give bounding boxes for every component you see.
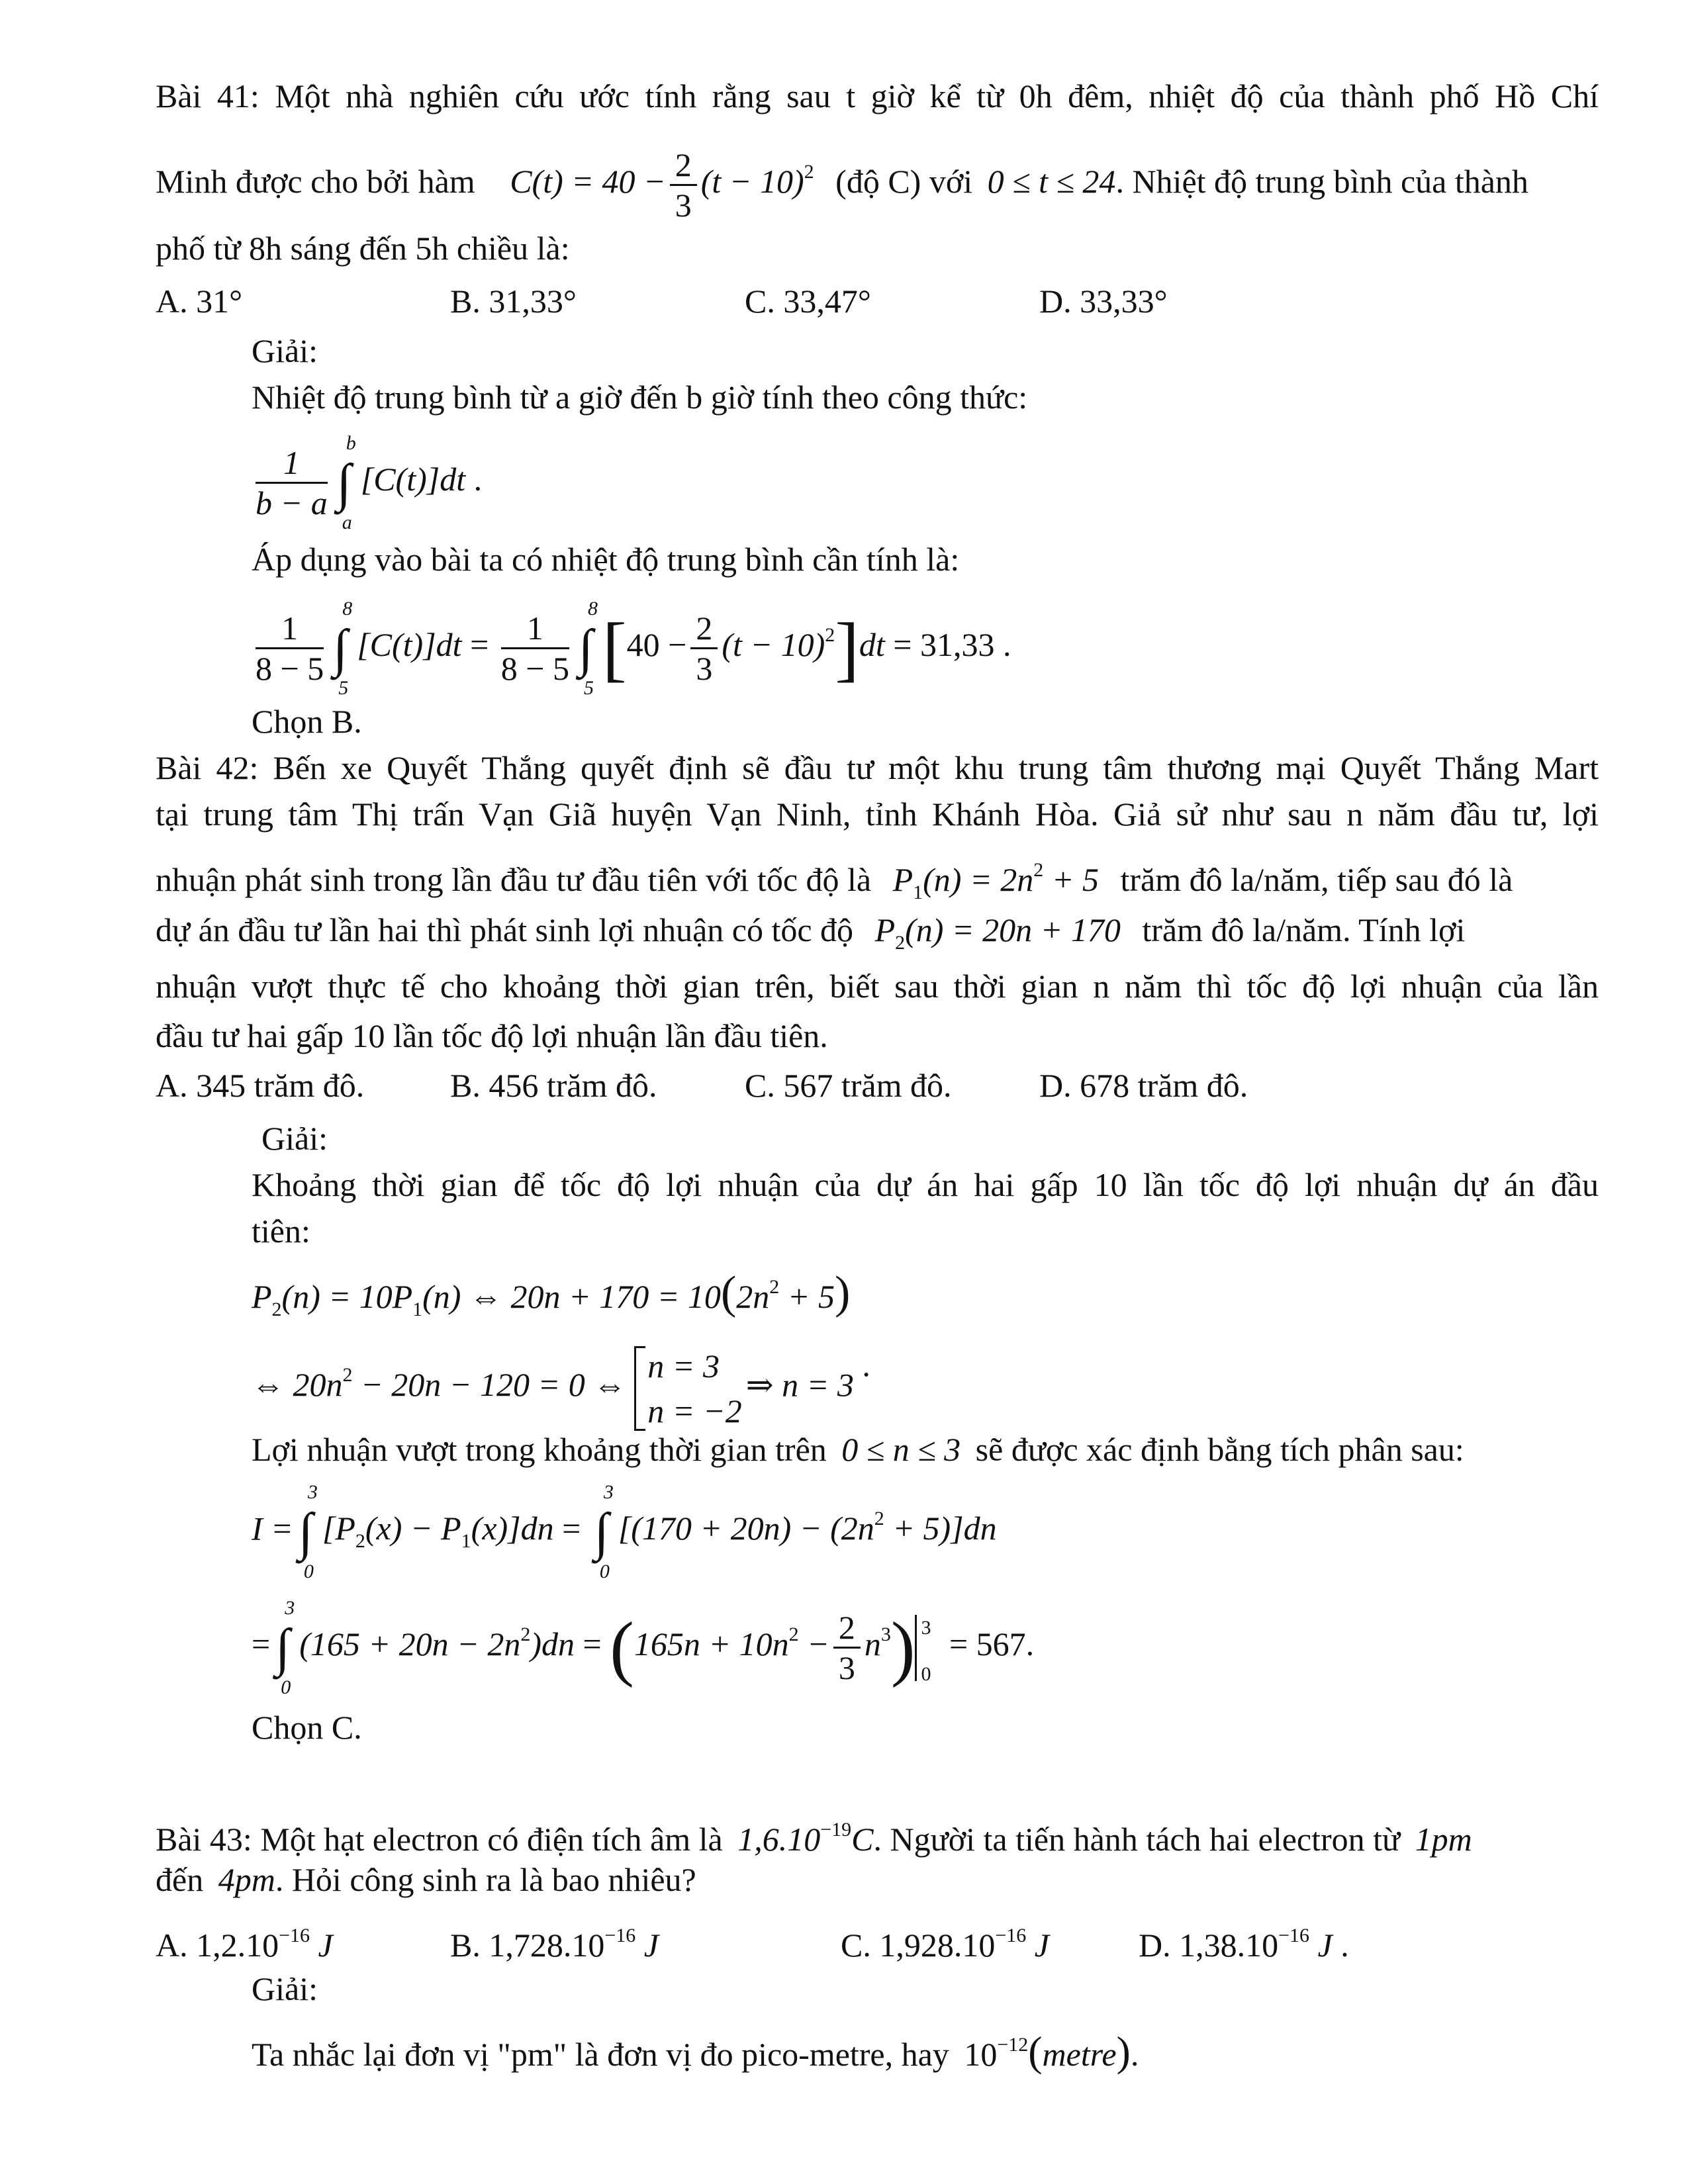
b41-line2-text-a: Minh được cho bởi hàm <box>156 162 475 200</box>
b42-integral-2: = ∫ 3 0 $(165 + 20n - 2n^2)dn = (165n + 10n^2$ − $\frac{2}{3}$ $n^3$) 3 0 = 567. <box>252 1596 1035 1698</box>
b41-line2-text-b: (độ C) với <box>835 162 973 200</box>
b42-option-c: C. 567 trăm đô. <box>745 1067 952 1104</box>
b43-line1-text-a: Bài 43: Một hạt electron có điện tích âm là <box>156 1821 723 1858</box>
b41-line3: phố từ 8h sáng đến 5h chiều là: <box>156 230 570 267</box>
b41-line2: Minh được cho bởi hàm C(t) = 40 − $\frac{2}{3}$ $(t - 10)^2$ (độ C) với 0 ≤ t ≤ 24. Nhiệt độ trung bình của thành <box>156 146 1528 224</box>
b41-option-d: D. 33,33° <box>1039 283 1168 320</box>
b42-equation-2: ⇔ $20n^2 - 20n - 120 = 0$ ⇔ n = 3 n = −2 ⇒ n = 3 . <box>252 1343 870 1433</box>
b41-solution-1: Nhiệt độ trung bình từ a giờ đến b giờ tính theo công thức: <box>252 379 1028 416</box>
b42-P1: $P_1(n) = 2n^2 + 5$ <box>892 859 1099 903</box>
b42-line4-text-b: trăm đô la/năm. Tính lợi <box>1142 911 1466 948</box>
b43-line1-text-b: . Người ta tiến hành tách hai electron từ <box>873 1821 1401 1858</box>
b42-line4 <box>156 910 1599 963</box>
b43-distance-1: 1pm <box>1415 1821 1472 1858</box>
b42-chon: Chọn C. <box>252 1709 362 1746</box>
b42-line4-text-a: dự án đầu tư lần hai thì phát sinh lợi nhuận có tốc độ <box>156 911 854 948</box>
b43-line2-text-a: đến <box>156 1861 204 1898</box>
b42-line3 <box>156 850 1599 913</box>
b41-domain: 0 ≤ t ≤ 24 <box>987 162 1116 200</box>
b42-option-d: D. 678 trăm đô. <box>1039 1067 1248 1104</box>
b43-solution-1-text: Ta nhắc lại đơn vị "pm" là đơn vị đo pico-metre, hay <box>252 2036 949 2073</box>
b42-P2: $P_2(n) = 20n + 170$ <box>874 911 1121 954</box>
b41-giai: Giải: <box>252 332 318 369</box>
b41-frac-2-3: $\frac{2}{3}$ <box>670 146 697 224</box>
b42-line1: Bài 42: Bến xe Quyết Thắng quyết định sẽ đầu tư một khu trung tâm thương mại Quyết Thắng Mart <box>156 749 1599 786</box>
b43-option-d: D. $1,38.10^{-16}$ J . <box>1139 1925 1349 1964</box>
b43-distance-2: 4pm <box>218 1861 275 1898</box>
b42-solution-1b: tiên: <box>252 1212 310 1250</box>
b42-line3-text-a: nhuận phát sinh trong lần đầu tư đầu tiên với tốc độ là <box>156 861 872 898</box>
b43-option-b: B. $1,728.10^{-16}$ J <box>450 1925 659 1964</box>
b42-giai: Giải: <box>261 1120 328 1157</box>
b42-solution-1: Khoảng thời gian để tốc độ lợi nhuận của dự án hai gấp 10 lần tốc độ lợi nhuận dự án đầu <box>252 1166 1599 1203</box>
b42-line2: tại trung tâm Thị trấn Vạn Giã huyện Vạn Ninh, tỉnh Khánh Hòa. Giả sử như sau n năm đầu tư, lợi <box>156 796 1599 833</box>
b42-line5: nhuận vượt thực tế cho khoảng thời gian trên, biết sau thời gian n năm thì tốc độ lợi nhuận của lần <box>156 968 1599 1005</box>
b43-option-a: A. $1,2.10^{-16}$ J <box>156 1925 333 1964</box>
b43-giai: Giải: <box>252 1970 318 2007</box>
b41-general-formula: $\frac{1}{b - a}$ ∫ b a [C(t)]dt . <box>256 432 483 533</box>
b43-charge: $1,6.10^{-19}C$ <box>737 1819 874 1858</box>
b41-integral-calc: $\frac{1}{8 - 5}$ ∫ 8 5 [C(t)]dt = $\frac{1}{8 - 5}$ ∫ 8 5 [40 − $\frac{2}{3}$ $(t - 10)^2]dt = 31,33$ . <box>256 597 1011 699</box>
b41-option-a: A. 31° <box>156 283 243 320</box>
b43-pm-value: $10^{-12}(metre)$. <box>964 2028 1139 2075</box>
b42-solution-2-text-b: sẽ được xác định bằng tích phân sau: <box>975 1431 1464 1468</box>
b42-range: 0 ≤ n ≤ 3 <box>841 1431 961 1468</box>
b41-line1: Bài 41: Một nhà nghiên cứu ước tính rằng sau t giờ kể từ 0h đêm, nhiệt độ của thành phố Hồ Chí <box>156 77 1599 114</box>
b43-line1 <box>156 1810 1599 1859</box>
b42-line3-text-b: trăm đô la/năm, tiếp sau đó là <box>1120 861 1513 898</box>
b43-line2-text-b: . Hỏi công sinh ra là bao nhiêu? <box>275 1861 696 1898</box>
b41-option-b: B. 31,33° <box>450 283 577 320</box>
b42-option-b: B. 456 trăm đô. <box>450 1067 657 1104</box>
b41-option-c: C. 33,47° <box>745 283 871 320</box>
b41-formula-C: C(t) = 40 − <box>510 162 666 200</box>
b42-line6: đầu tư hai gấp 10 lần tốc độ lợi nhuận lần đầu tiên. <box>156 1017 828 1054</box>
b42-solution-2-text-a: Lợi nhuận vượt trong khoảng thời gian trên <box>252 1431 827 1468</box>
b42-equation-1: $P_2(n) = 10P_1(n)$ ⇔ $20n + 170 = 10(2n^2 + 5)$ <box>252 1267 851 1320</box>
b42-option-a: A. 345 trăm đô. <box>156 1067 365 1104</box>
b41-line2-text-c: . Nhiệt độ trung bình của thành <box>1115 162 1528 200</box>
b43-solution-1 <box>252 2025 1139 2074</box>
b42-integral-1: I = ∫ 3 0 $[P_2(x) - P_1(x)]dn$ = ∫ 3 0 $[(170 + 20n) - (2n^2 + 5)]dn$ <box>252 1481 997 1582</box>
b43-option-c: C. $1,928.10^{-16}$ J <box>841 1925 1049 1964</box>
b41-solution-2: Áp dụng vào bài ta có nhiệt độ trung bình cần tính là: <box>252 541 960 578</box>
b42-solution-2 <box>252 1430 1464 1469</box>
b41-chon: Chọn B. <box>252 703 362 740</box>
b43-line2 <box>156 1860 696 1899</box>
